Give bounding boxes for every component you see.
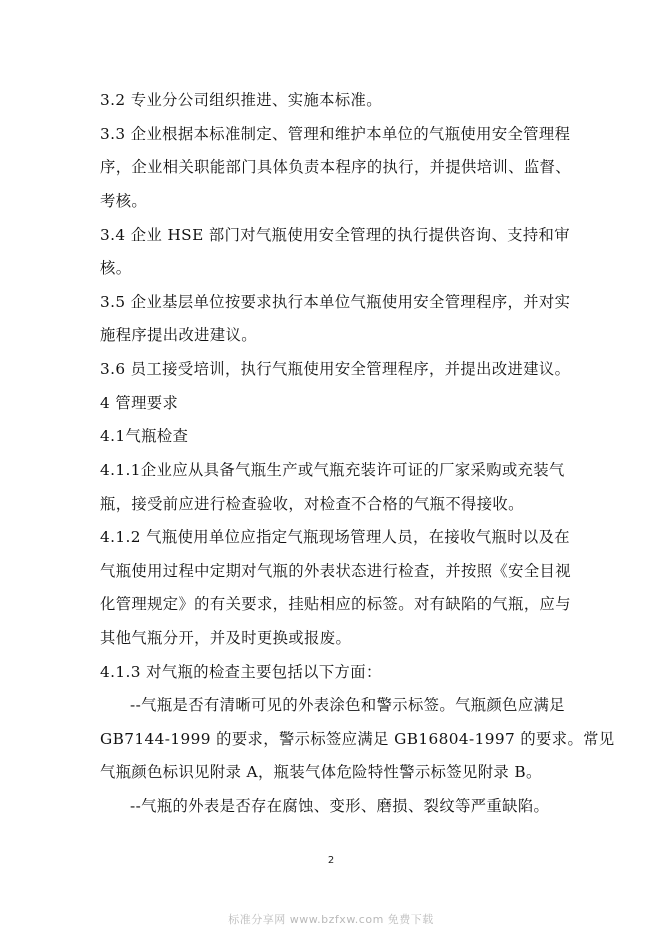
- clause-3-3-line-2: 序，企业相关职能部门具体负责本程序的执行，并提供培训、监督、: [100, 158, 571, 176]
- clause-4-1-2-line-2: 气瓶使用过程中定期对气瓶的外表状态进行检查，并按照《安全目视: [100, 562, 571, 580]
- clause-3-3-line-3: 考核。: [100, 192, 148, 210]
- clause-4-1-1-line-2: 瓶，接受前应进行检查验收，对检查不合格的气瓶不得接收。: [100, 495, 524, 513]
- clause-4-1-2-line-4: 其他气瓶分开，并及时更换或报废。: [100, 629, 352, 647]
- clause-3-5-line-1: 3.5 企业基层单位按要求执行本单位气瓶使用安全管理程序，并对实: [100, 293, 571, 311]
- clause-4-1-1-line-1: 4.1.1企业应从具备气瓶生产或气瓶充装许可证的厂家采购或充装气: [100, 461, 565, 479]
- section-4-1-heading: 4.1气瓶检查: [100, 427, 189, 445]
- check-item-1-line-3: 气瓶颜色标识见附录 A，瓶装气体危险特性警示标签见附录 B。: [100, 763, 542, 781]
- clause-4-1-3: 4.1.3 对气瓶的检查主要包括以下方面：: [100, 663, 382, 681]
- clause-3-6: 3.6 员工接受培训，执行气瓶使用安全管理程序，并提出改进建议。: [100, 360, 571, 378]
- footer-watermark: 标准分享网 www.bzfxw.com 免费下载: [228, 913, 434, 926]
- section-4-heading: 4 管理要求: [100, 394, 179, 412]
- check-item-1-line-2: GB7144-1999 的要求，警示标签应满足 GB16804-1997 的要求。常见: [100, 730, 615, 748]
- clause-3-3-line-1: 3.3 企业根据本标准制定、管理和维护本单位的气瓶使用安全管理程: [100, 125, 571, 143]
- clause-3-4-line-2: 核。: [100, 259, 132, 277]
- clause-3-2: 3.2 专业分公司组织推进、实施本标准。: [100, 91, 382, 109]
- check-item-1-line-1: --气瓶是否有清晰可见的外表涂色和警示标签。气瓶颜色应满足: [130, 696, 565, 714]
- clause-3-5-line-2: 施程序提出改进建议。: [100, 326, 257, 344]
- check-item-2: --气瓶的外表是否存在腐蚀、变形、磨损、裂纹等严重缺陷。: [130, 797, 550, 815]
- clause-4-1-2-line-1: 4.1.2 气瓶使用单位应指定气瓶现场管理人员，在接收气瓶时以及在: [100, 528, 571, 546]
- clause-4-1-2-line-3: 化管理规定》的有关要求，挂贴相应的标签。对有缺陷的气瓶，应与: [100, 595, 571, 613]
- page-number: 2: [327, 855, 335, 866]
- clause-3-4-line-1: 3.4 企业 HSE 部门对气瓶使用安全管理的执行提供咨询、支持和审: [100, 226, 570, 244]
